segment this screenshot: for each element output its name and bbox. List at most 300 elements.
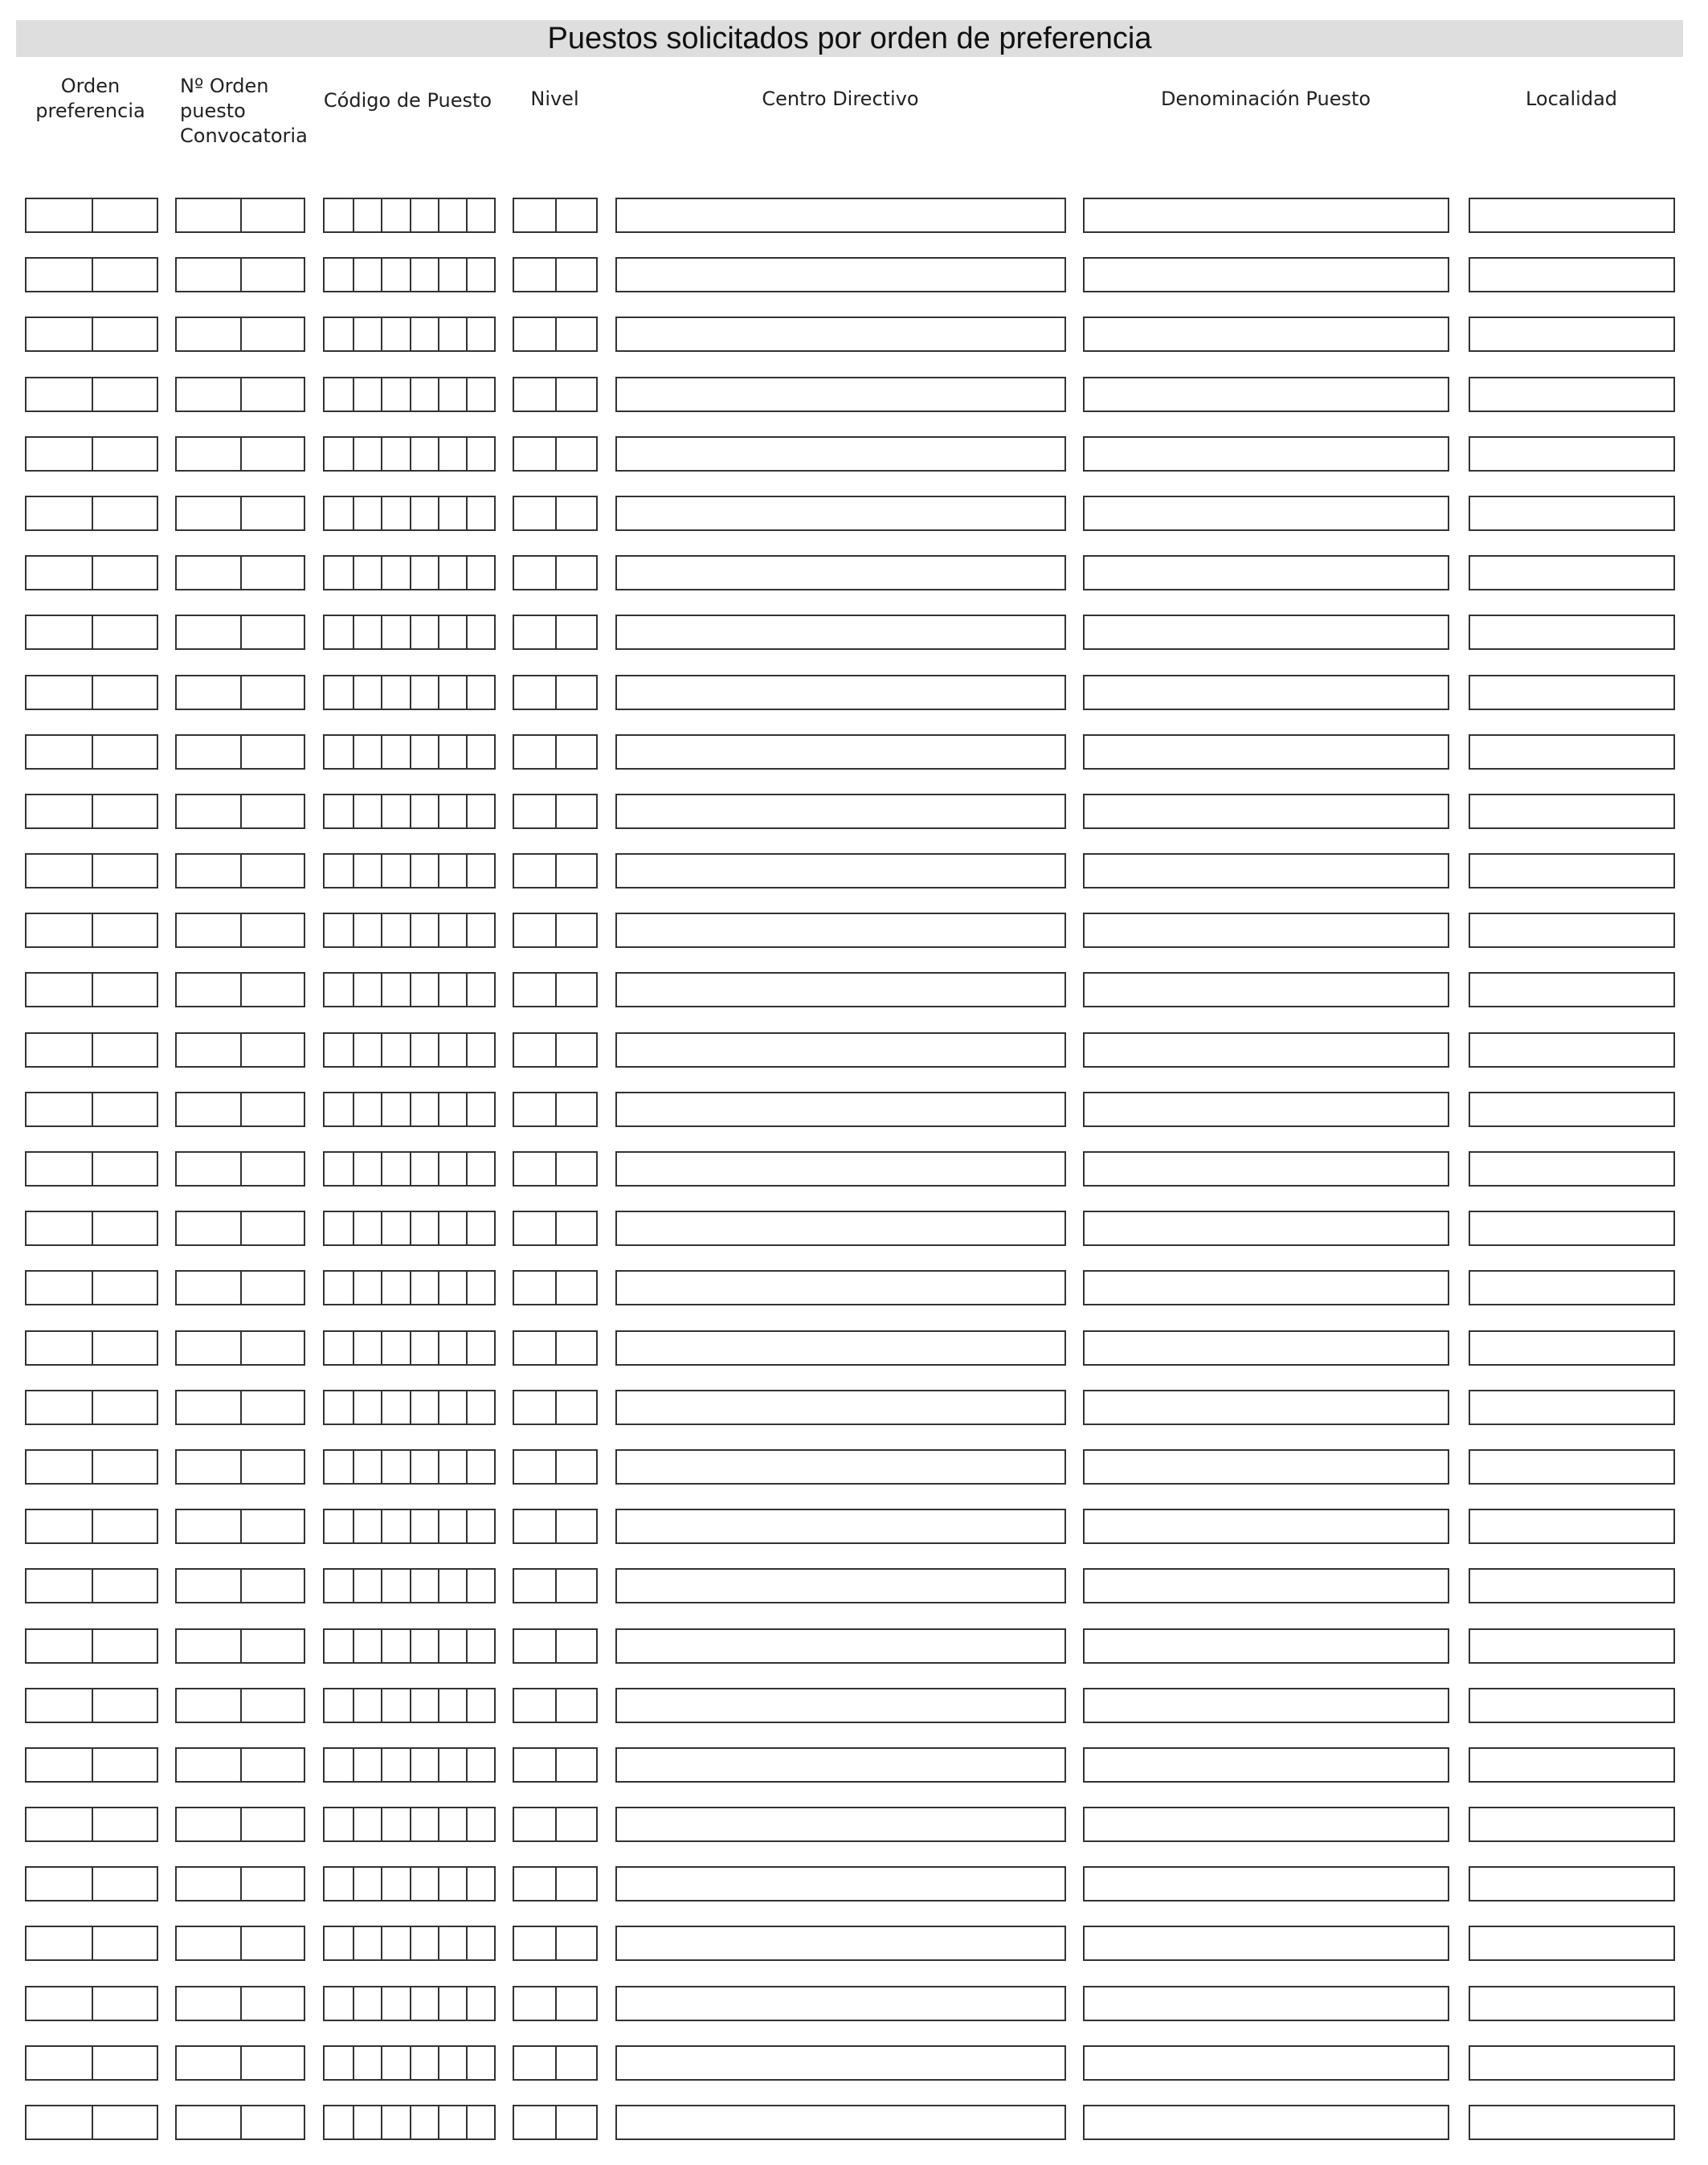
denominacion-puesto-field[interactable]	[1083, 1270, 1449, 1305]
orden-preferencia-field[interactable]	[25, 913, 158, 948]
nivel-field[interactable]	[513, 436, 598, 472]
nivel-field[interactable]	[513, 734, 598, 770]
codigo-puesto-field[interactable]	[323, 675, 496, 710]
localidad-field[interactable]	[1469, 377, 1675, 412]
digit-box-divider	[438, 1212, 439, 1244]
codigo-puesto-field[interactable]	[323, 1151, 496, 1187]
codigo-puesto-field[interactable]	[323, 1747, 496, 1783]
centro-directivo-field[interactable]	[615, 1330, 1066, 1366]
orden-preferencia-field[interactable]	[25, 794, 158, 829]
n-orden-puesto-field[interactable]	[175, 1390, 305, 1425]
digit-box-divider	[353, 2047, 354, 2079]
denominacion-puesto-field[interactable]	[1083, 1807, 1449, 1842]
nivel-field[interactable]	[513, 615, 598, 650]
digit-box-divider	[555, 795, 557, 827]
digit-box-divider	[410, 1749, 411, 1781]
denominacion-puesto-field[interactable]	[1083, 1926, 1449, 1961]
nivel-field[interactable]	[513, 555, 598, 590]
orden-preferencia-field[interactable]	[25, 257, 158, 292]
denominacion-puesto-field[interactable]	[1083, 913, 1449, 948]
digit-box-divider	[381, 1987, 382, 2020]
nivel-field[interactable]	[513, 198, 598, 233]
denominacion-puesto-field[interactable]	[1083, 555, 1449, 590]
centro-directivo-field[interactable]	[615, 615, 1066, 650]
codigo-puesto-field[interactable]	[323, 555, 496, 590]
n-orden-puesto-field[interactable]	[175, 1807, 305, 1842]
n-orden-puesto-field[interactable]	[175, 1509, 305, 1544]
centro-directivo-field[interactable]	[615, 1807, 1066, 1842]
nivel-field[interactable]	[513, 1568, 598, 1603]
nivel-field[interactable]	[513, 1628, 598, 1664]
codigo-puesto-field[interactable]	[323, 1866, 496, 1902]
localidad-field[interactable]	[1469, 1092, 1675, 1127]
orden-preferencia-field[interactable]	[25, 1330, 158, 1366]
table-row	[0, 1747, 1708, 1787]
digit-box-divider	[555, 259, 557, 291]
nivel-field[interactable]	[513, 1330, 598, 1366]
codigo-puesto-field[interactable]	[323, 436, 496, 472]
codigo-puesto-field[interactable]	[323, 1807, 496, 1842]
n-orden-puesto-field[interactable]	[175, 615, 305, 650]
codigo-puesto-field[interactable]	[323, 1092, 496, 1127]
denominacion-puesto-field[interactable]	[1083, 1628, 1449, 1664]
n-orden-puesto-field[interactable]	[175, 734, 305, 770]
codigo-puesto-field[interactable]	[323, 257, 496, 292]
codigo-puesto-field[interactable]	[323, 1330, 496, 1366]
digit-box-divider	[381, 2047, 382, 2079]
localidad-field[interactable]	[1469, 317, 1675, 352]
denominacion-puesto-field[interactable]	[1083, 436, 1449, 472]
nivel-field[interactable]	[513, 1151, 598, 1187]
n-orden-puesto-field[interactable]	[175, 972, 305, 1007]
orden-preferencia-field[interactable]	[25, 1926, 158, 1961]
centro-directivo-field[interactable]	[615, 794, 1066, 829]
digit-box-divider	[410, 914, 411, 946]
orden-preferencia-field[interactable]	[25, 1270, 158, 1305]
digit-box-divider	[555, 616, 557, 648]
codigo-puesto-field[interactable]	[323, 1986, 496, 2021]
denominacion-puesto-field[interactable]	[1083, 1390, 1449, 1425]
n-orden-puesto-field[interactable]	[175, 198, 305, 233]
table-row	[0, 913, 1708, 953]
digit-box-divider	[240, 497, 242, 529]
nivel-field[interactable]	[513, 377, 598, 412]
denominacion-puesto-field[interactable]	[1083, 1568, 1449, 1603]
codigo-puesto-field[interactable]	[323, 1688, 496, 1723]
digit-box-divider	[466, 1034, 468, 1066]
nivel-field[interactable]	[513, 1390, 598, 1425]
nivel-field[interactable]	[513, 1032, 598, 1068]
orden-preferencia-field[interactable]	[25, 1807, 158, 1842]
localidad-field[interactable]	[1469, 1032, 1675, 1068]
denominacion-puesto-field[interactable]	[1083, 1151, 1449, 1187]
table-row	[0, 1866, 1708, 1906]
centro-directivo-field[interactable]	[615, 1032, 1066, 1068]
orden-preferencia-field[interactable]	[25, 675, 158, 710]
digit-box-divider	[438, 378, 439, 411]
orden-preferencia-field[interactable]	[25, 1986, 158, 2021]
digit-box-divider	[555, 1034, 557, 1066]
digit-box-divider	[92, 1630, 93, 1662]
digit-box-divider	[555, 2106, 557, 2138]
localidad-field[interactable]	[1469, 198, 1675, 233]
codigo-puesto-field[interactable]	[323, 317, 496, 352]
digit-box-divider	[438, 2047, 439, 2079]
nivel-field[interactable]	[513, 1866, 598, 1902]
codigo-puesto-field[interactable]	[323, 794, 496, 829]
codigo-puesto-field[interactable]	[323, 972, 496, 1007]
orden-preferencia-field[interactable]	[25, 496, 158, 531]
denominacion-puesto-field[interactable]	[1083, 198, 1449, 233]
centro-directivo-field[interactable]	[615, 2045, 1066, 2081]
codigo-puesto-field[interactable]	[323, 198, 496, 233]
orden-preferencia-field[interactable]	[25, 972, 158, 1007]
nivel-field[interactable]	[513, 853, 598, 888]
orden-preferencia-field[interactable]	[25, 1151, 158, 1187]
digit-box-divider	[438, 1153, 439, 1185]
denominacion-puesto-field[interactable]	[1083, 1747, 1449, 1783]
n-orden-puesto-field[interactable]	[175, 436, 305, 472]
digit-box-divider	[353, 1153, 354, 1185]
centro-directivo-field[interactable]	[615, 1390, 1066, 1425]
nivel-field[interactable]	[513, 1092, 598, 1127]
centro-directivo-field[interactable]	[615, 734, 1066, 770]
orden-preferencia-field[interactable]	[25, 1092, 158, 1127]
codigo-puesto-field[interactable]	[323, 496, 496, 531]
n-orden-puesto-field[interactable]	[175, 377, 305, 412]
localidad-field[interactable]	[1469, 1568, 1675, 1603]
localidad-field[interactable]	[1469, 1986, 1675, 2021]
digit-box-divider	[555, 438, 557, 470]
orden-preferencia-field[interactable]	[25, 2045, 158, 2081]
n-orden-puesto-field[interactable]	[175, 1151, 305, 1187]
table-row	[0, 436, 1708, 476]
n-orden-puesto-field[interactable]	[175, 317, 305, 352]
digit-box-divider	[438, 855, 439, 887]
digit-box-divider	[92, 1749, 93, 1781]
localidad-field[interactable]	[1469, 1628, 1675, 1664]
n-orden-puesto-field[interactable]	[175, 1986, 305, 2021]
digit-box-divider	[410, 1510, 411, 1542]
nivel-field[interactable]	[513, 496, 598, 531]
digit-box-divider	[438, 1391, 439, 1424]
digit-box-divider	[410, 1630, 411, 1662]
nivel-field[interactable]	[513, 972, 598, 1007]
codigo-puesto-field[interactable]	[323, 734, 496, 770]
centro-directivo-field[interactable]	[615, 555, 1066, 590]
centro-directivo-field[interactable]	[615, 853, 1066, 888]
n-orden-puesto-field[interactable]	[175, 2045, 305, 2081]
localidad-field[interactable]	[1469, 1926, 1675, 1961]
localidad-field[interactable]	[1469, 1449, 1675, 1485]
orden-preferencia-field[interactable]	[25, 853, 158, 888]
localidad-field[interactable]	[1469, 1330, 1675, 1366]
codigo-puesto-field[interactable]	[323, 1926, 496, 1961]
n-orden-puesto-field[interactable]	[175, 257, 305, 292]
codigo-puesto-field[interactable]	[323, 913, 496, 948]
orden-preferencia-field[interactable]	[25, 1509, 158, 1544]
localidad-field[interactable]	[1469, 972, 1675, 1007]
localidad-field[interactable]	[1469, 436, 1675, 472]
localidad-field[interactable]	[1469, 496, 1675, 531]
n-orden-puesto-field[interactable]	[175, 1270, 305, 1305]
table-row	[0, 1509, 1708, 1549]
digit-box-divider	[410, 1927, 411, 1959]
centro-directivo-field[interactable]	[615, 1092, 1066, 1127]
centro-directivo-field[interactable]	[615, 1628, 1066, 1664]
codigo-puesto-field[interactable]	[323, 853, 496, 888]
centro-directivo-field[interactable]	[615, 1568, 1066, 1603]
digit-box-divider	[438, 676, 439, 709]
orden-preferencia-field[interactable]	[25, 198, 158, 233]
digit-box-divider	[555, 1689, 557, 1722]
digit-box-divider	[92, 914, 93, 946]
denominacion-puesto-field[interactable]	[1083, 2045, 1449, 2081]
digit-box-divider	[353, 736, 354, 768]
nivel-field[interactable]	[513, 1747, 598, 1783]
codigo-puesto-field[interactable]	[323, 1568, 496, 1603]
centro-directivo-field[interactable]	[615, 913, 1066, 948]
orden-preferencia-field[interactable]	[25, 555, 158, 590]
localidad-field[interactable]	[1469, 913, 1675, 948]
digit-box-divider	[410, 1451, 411, 1483]
codigo-puesto-field[interactable]	[323, 1509, 496, 1544]
centro-directivo-field[interactable]	[615, 1151, 1066, 1187]
denominacion-puesto-field[interactable]	[1083, 1449, 1449, 1485]
n-orden-puesto-field[interactable]	[175, 496, 305, 531]
digit-box-divider	[381, 1868, 382, 1900]
denominacion-puesto-field[interactable]	[1083, 1032, 1449, 1068]
n-orden-puesto-field[interactable]	[175, 1032, 305, 1068]
localidad-field[interactable]	[1469, 1390, 1675, 1425]
orden-preferencia-field[interactable]	[25, 1747, 158, 1783]
centro-directivo-field[interactable]	[615, 1866, 1066, 1902]
n-orden-puesto-field[interactable]	[175, 1211, 305, 1246]
codigo-puesto-field[interactable]	[323, 1390, 496, 1425]
n-orden-puesto-field[interactable]	[175, 1866, 305, 1902]
denominacion-puesto-field[interactable]	[1083, 675, 1449, 710]
digit-box-divider	[353, 2106, 354, 2138]
orden-preferencia-field[interactable]	[25, 1449, 158, 1485]
codigo-puesto-field[interactable]	[323, 2045, 496, 2081]
nivel-field[interactable]	[513, 1211, 598, 1246]
digit-box-divider	[381, 1093, 382, 1125]
digit-box-divider	[240, 2047, 242, 2079]
centro-directivo-field[interactable]	[615, 1986, 1066, 2021]
denominacion-puesto-field[interactable]	[1083, 317, 1449, 352]
digit-box-divider	[92, 1808, 93, 1840]
localidad-field[interactable]	[1469, 1270, 1675, 1305]
digit-box-divider	[92, 1391, 93, 1424]
digit-box-divider	[555, 1927, 557, 1959]
digit-box-divider	[555, 676, 557, 709]
denominacion-puesto-field[interactable]	[1083, 734, 1449, 770]
digit-box-divider	[466, 616, 468, 648]
n-orden-puesto-field[interactable]	[175, 1568, 305, 1603]
nivel-field[interactable]	[513, 1449, 598, 1485]
digit-box-divider	[410, 1868, 411, 1900]
localidad-field[interactable]	[1469, 257, 1675, 292]
denominacion-puesto-field[interactable]	[1083, 1509, 1449, 1544]
orden-preferencia-field[interactable]	[25, 1688, 158, 1723]
localidad-field[interactable]	[1469, 1211, 1675, 1246]
centro-directivo-field[interactable]	[615, 972, 1066, 1007]
denominacion-puesto-field[interactable]	[1083, 615, 1449, 650]
nivel-field[interactable]	[513, 2105, 598, 2140]
digit-box-divider	[466, 1927, 468, 1959]
nivel-field[interactable]	[513, 1986, 598, 2021]
denominacion-puesto-field[interactable]	[1083, 2105, 1449, 2140]
orden-preferencia-field[interactable]	[25, 1032, 158, 1068]
table-row	[0, 1211, 1708, 1251]
codigo-puesto-field[interactable]	[323, 377, 496, 412]
centro-directivo-field[interactable]	[615, 1449, 1066, 1485]
nivel-field[interactable]	[513, 1270, 598, 1305]
n-orden-puesto-field[interactable]	[175, 1926, 305, 1961]
denominacion-puesto-field[interactable]	[1083, 794, 1449, 829]
nivel-field[interactable]	[513, 257, 598, 292]
denominacion-puesto-field[interactable]	[1083, 1866, 1449, 1902]
centro-directivo-field[interactable]	[615, 1211, 1066, 1246]
nivel-field[interactable]	[513, 794, 598, 829]
codigo-puesto-field[interactable]	[323, 1211, 496, 1246]
centro-directivo-field[interactable]	[615, 1270, 1066, 1305]
nivel-field[interactable]	[513, 1926, 598, 1961]
localidad-field[interactable]	[1469, 1807, 1675, 1842]
centro-directivo-field[interactable]	[615, 257, 1066, 292]
denominacion-puesto-field[interactable]	[1083, 377, 1449, 412]
digit-box-divider	[240, 914, 242, 946]
orden-preferencia-field[interactable]	[25, 1628, 158, 1664]
codigo-puesto-field[interactable]	[323, 2105, 496, 2140]
nivel-field[interactable]	[513, 913, 598, 948]
centro-directivo-field[interactable]	[615, 496, 1066, 531]
nivel-field[interactable]	[513, 675, 598, 710]
orden-preferencia-field[interactable]	[25, 1866, 158, 1902]
digit-box-divider	[240, 1332, 242, 1364]
digit-box-divider	[438, 736, 439, 768]
digit-box-divider	[466, 1808, 468, 1840]
digit-box-divider	[555, 1987, 557, 2020]
digit-box-divider	[555, 1391, 557, 1424]
localidad-field[interactable]	[1469, 675, 1675, 710]
localidad-field[interactable]	[1469, 1747, 1675, 1783]
digit-box-divider	[353, 1034, 354, 1066]
centro-directivo-field[interactable]	[615, 377, 1066, 412]
codigo-puesto-field[interactable]	[323, 615, 496, 650]
codigo-puesto-field[interactable]	[323, 1449, 496, 1485]
nivel-field[interactable]	[513, 1688, 598, 1723]
nivel-field[interactable]	[513, 1807, 598, 1842]
digit-box-divider	[381, 1927, 382, 1959]
denominacion-puesto-field[interactable]	[1083, 496, 1449, 531]
n-orden-puesto-field[interactable]	[175, 794, 305, 829]
digit-box-divider	[410, 676, 411, 709]
centro-directivo-field[interactable]	[615, 1509, 1066, 1544]
denominacion-puesto-field[interactable]	[1083, 972, 1449, 1007]
denominacion-puesto-field[interactable]	[1083, 257, 1449, 292]
denominacion-puesto-field[interactable]	[1083, 1211, 1449, 1246]
denominacion-puesto-field[interactable]	[1083, 1330, 1449, 1366]
digit-box-divider	[92, 616, 93, 648]
centro-directivo-field[interactable]	[615, 436, 1066, 472]
centro-directivo-field[interactable]	[615, 675, 1066, 710]
orden-preferencia-field[interactable]	[25, 317, 158, 352]
localidad-field[interactable]	[1469, 1688, 1675, 1723]
nivel-field[interactable]	[513, 1509, 598, 1544]
denominacion-puesto-field[interactable]	[1083, 853, 1449, 888]
centro-directivo-field[interactable]	[615, 1747, 1066, 1783]
digit-box-divider	[240, 855, 242, 887]
orden-preferencia-field[interactable]	[25, 436, 158, 472]
centro-directivo-field[interactable]	[615, 1926, 1066, 1961]
centro-directivo-field[interactable]	[615, 317, 1066, 352]
n-orden-puesto-field[interactable]	[175, 675, 305, 710]
n-orden-puesto-field[interactable]	[175, 913, 305, 948]
n-orden-puesto-field[interactable]	[175, 2105, 305, 2140]
localidad-field[interactable]	[1469, 1509, 1675, 1544]
table-row	[0, 198, 1708, 238]
n-orden-puesto-field[interactable]	[175, 1747, 305, 1783]
centro-directivo-field[interactable]	[615, 1688, 1066, 1723]
localidad-field[interactable]	[1469, 1151, 1675, 1187]
orden-preferencia-field[interactable]	[25, 2105, 158, 2140]
digit-box-divider	[555, 736, 557, 768]
n-orden-puesto-field[interactable]	[175, 853, 305, 888]
orden-preferencia-field[interactable]	[25, 615, 158, 650]
n-orden-puesto-field[interactable]	[175, 555, 305, 590]
localidad-field[interactable]	[1469, 555, 1675, 590]
denominacion-puesto-field[interactable]	[1083, 1986, 1449, 2021]
digit-box-divider	[92, 736, 93, 768]
n-orden-puesto-field[interactable]	[175, 1688, 305, 1723]
digit-box-divider	[410, 2047, 411, 2079]
digit-box-divider	[92, 1451, 93, 1483]
centro-directivo-field[interactable]	[615, 198, 1066, 233]
denominacion-puesto-field[interactable]	[1083, 1688, 1449, 1723]
orden-preferencia-field[interactable]	[25, 1390, 158, 1425]
codigo-puesto-field[interactable]	[323, 1628, 496, 1664]
nivel-field[interactable]	[513, 2045, 598, 2081]
codigo-puesto-field[interactable]	[323, 1270, 496, 1305]
codigo-puesto-field[interactable]	[323, 1032, 496, 1068]
n-orden-puesto-field[interactable]	[175, 1628, 305, 1664]
localidad-field[interactable]	[1469, 794, 1675, 829]
digit-box-divider	[466, 1868, 468, 1900]
localidad-field[interactable]	[1469, 853, 1675, 888]
digit-box-divider	[381, 1749, 382, 1781]
digit-box-divider	[438, 318, 439, 350]
localidad-field[interactable]	[1469, 1866, 1675, 1902]
digit-box-divider	[353, 1987, 354, 2020]
digit-box-divider	[555, 318, 557, 350]
localidad-field[interactable]	[1469, 2045, 1675, 2081]
localidad-field[interactable]	[1469, 615, 1675, 650]
digit-box-divider	[555, 914, 557, 946]
n-orden-puesto-field[interactable]	[175, 1449, 305, 1485]
localidad-field[interactable]	[1469, 734, 1675, 770]
orden-preferencia-field[interactable]	[25, 1568, 158, 1603]
orden-preferencia-field[interactable]	[25, 1211, 158, 1246]
nivel-field[interactable]	[513, 317, 598, 352]
centro-directivo-field[interactable]	[615, 2105, 1066, 2140]
localidad-field[interactable]	[1469, 2105, 1675, 2140]
denominacion-puesto-field[interactable]	[1083, 1092, 1449, 1127]
orden-preferencia-field[interactable]	[25, 734, 158, 770]
orden-preferencia-field[interactable]	[25, 377, 158, 412]
n-orden-puesto-field[interactable]	[175, 1330, 305, 1366]
n-orden-puesto-field[interactable]	[175, 1092, 305, 1127]
